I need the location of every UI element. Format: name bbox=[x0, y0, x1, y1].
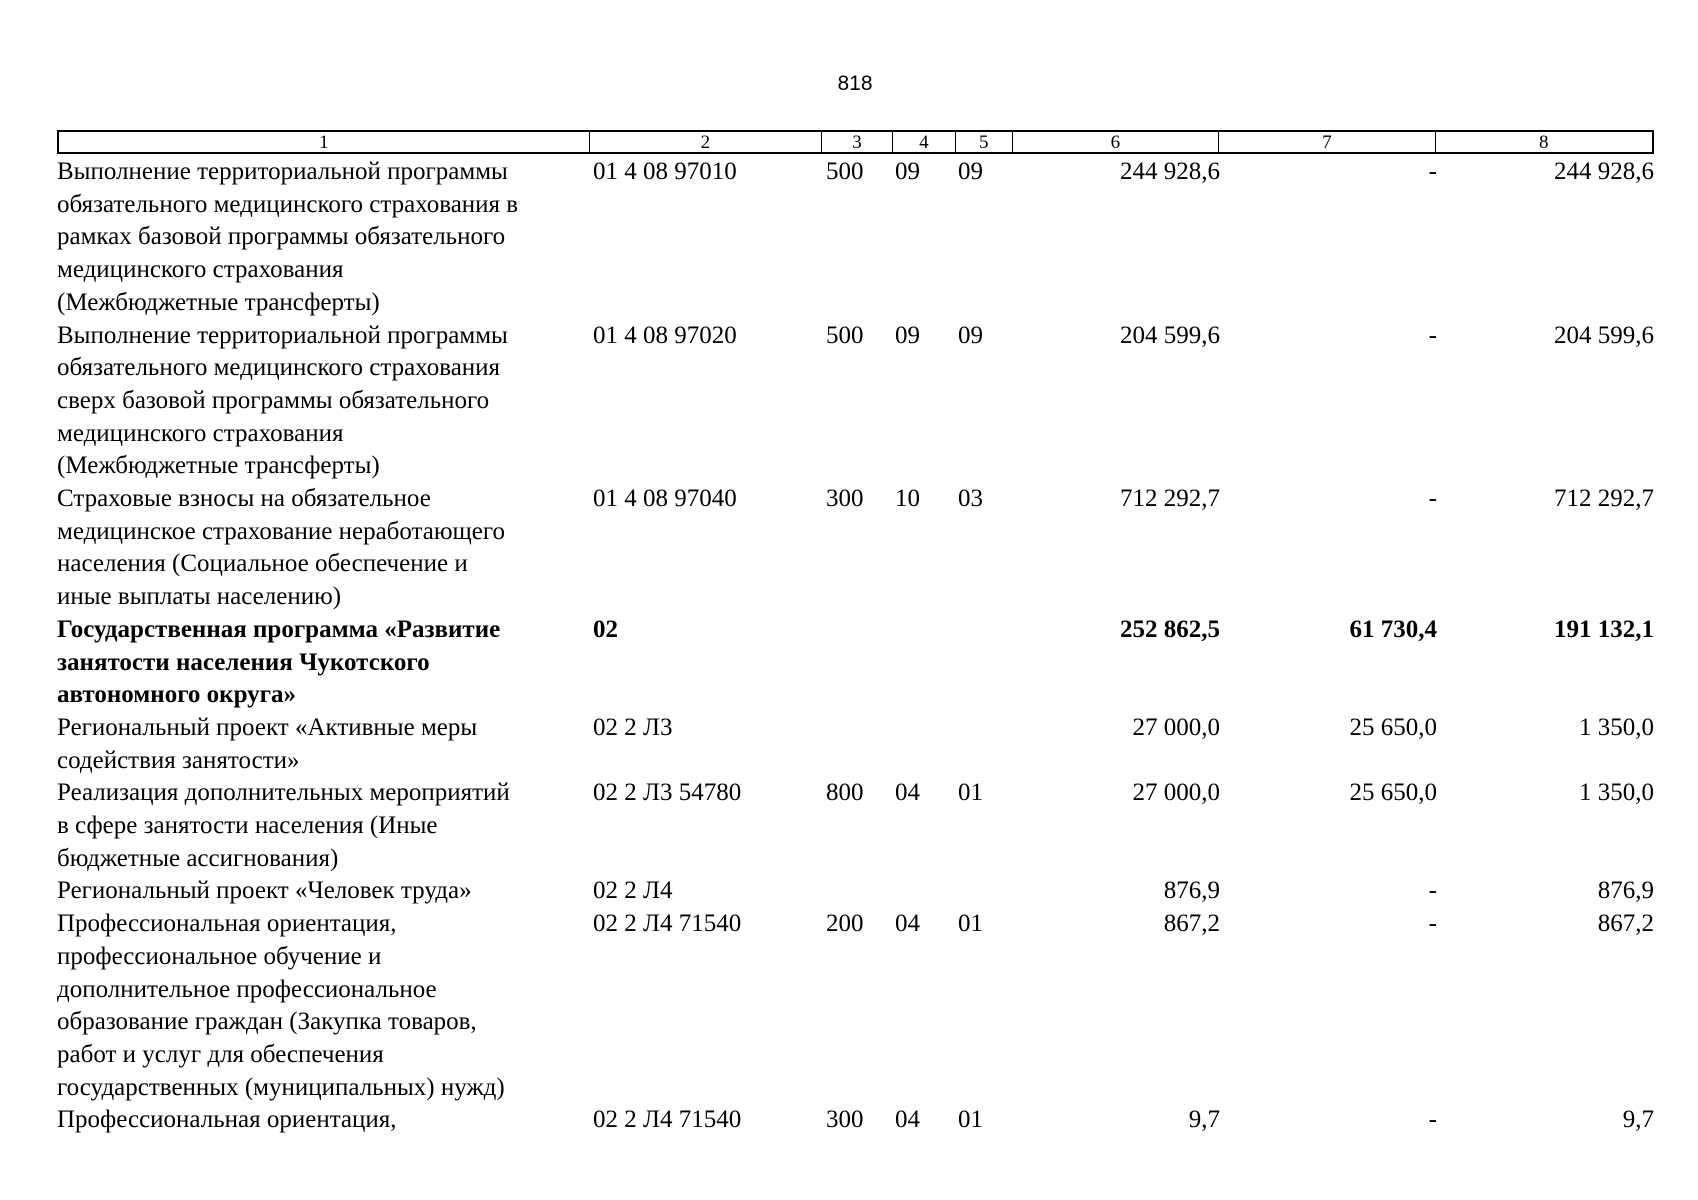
row-name-line: Государственная программа «Развитие bbox=[57, 615, 501, 643]
row-name-line: (Межбюджетные трансферты) bbox=[57, 452, 380, 480]
row-name-line: Страховые взносы на обязательное bbox=[57, 485, 431, 513]
row-section-cell: 10 bbox=[895, 485, 920, 513]
row-name-line: Реализация дополнительных мероприятий bbox=[57, 779, 510, 807]
row-name-line: занятости населения Чукотского bbox=[57, 648, 430, 676]
row-name-line: в сфере занятости населения (Иные bbox=[57, 812, 438, 840]
column-header-4: 4 bbox=[893, 132, 956, 152]
row-total-cell: 252 862,5 bbox=[1120, 615, 1220, 643]
row-name-line: бюджетные ассигнования) bbox=[57, 844, 339, 872]
table-row bbox=[57, 320, 1654, 484]
table-row bbox=[57, 156, 1654, 320]
row-total-cell: 27 000,0 bbox=[1132, 713, 1220, 741]
row-name-cell bbox=[57, 320, 589, 484]
row-subsection-cell: 01 bbox=[958, 910, 983, 938]
row-name-line: работ и услуг для обеспечения bbox=[57, 1040, 384, 1068]
budget-table-body bbox=[57, 156, 1654, 1137]
row-expense-type-cell: 300 bbox=[826, 485, 864, 513]
row-total-cell: 9,7 bbox=[1188, 1106, 1220, 1134]
row-name-line: Региональный проект «Активные меры bbox=[57, 713, 478, 741]
row-name-line: автономного округа» bbox=[57, 681, 297, 709]
row-code-cell: 02 2 Л4 bbox=[593, 877, 673, 905]
row-name-line: Региональный проект «Человек труда» bbox=[57, 877, 472, 905]
row-code-cell: 02 2 Л4 71540 bbox=[593, 1106, 742, 1134]
row-regional-cell: 867,2 bbox=[1597, 910, 1654, 938]
row-federal-cell: - bbox=[1428, 321, 1437, 349]
row-name-line: профессиональное обучение и bbox=[57, 942, 382, 970]
row-section-cell: 09 bbox=[895, 158, 920, 185]
table-row bbox=[57, 908, 1654, 1104]
row-code-cell: 01 4 08 97020 bbox=[593, 321, 737, 349]
row-name-cell bbox=[57, 712, 589, 777]
row-name-line: сверх базовой программы обязательного bbox=[57, 386, 490, 414]
table-row bbox=[57, 875, 1654, 908]
row-name-line: содействия занятости» bbox=[57, 746, 300, 774]
row-federal-cell: 61 730,4 bbox=[1349, 615, 1437, 643]
row-expense-type-cell: 500 bbox=[826, 321, 864, 349]
row-regional-cell: 9,7 bbox=[1622, 1106, 1654, 1134]
row-code-cell: 01 4 08 97010 bbox=[593, 158, 737, 185]
row-federal-cell: 25 650,0 bbox=[1349, 713, 1437, 741]
row-total-cell: 244 928,6 bbox=[1120, 158, 1220, 185]
row-section-cell: 04 bbox=[895, 1106, 920, 1134]
column-header-6: 6 bbox=[1013, 132, 1219, 152]
table-row bbox=[57, 614, 1654, 712]
row-subsection-cell: 09 bbox=[958, 158, 983, 185]
row-total-cell: 204 599,6 bbox=[1120, 321, 1220, 349]
row-name-line: Выполнение территориальной программы bbox=[57, 321, 508, 349]
row-regional-cell: 712 292,7 bbox=[1554, 485, 1654, 513]
row-name-cell bbox=[57, 875, 589, 908]
column-header-3: 3 bbox=[822, 132, 893, 152]
table-row bbox=[57, 777, 1654, 875]
row-section-cell: 09 bbox=[895, 321, 920, 349]
row-federal-cell: - bbox=[1428, 910, 1437, 938]
row-name-line: Профессиональная ориентация, bbox=[57, 1106, 397, 1134]
row-name-line: Профессиональная ориентация, bbox=[57, 910, 397, 938]
row-section-cell: 04 bbox=[895, 910, 920, 938]
row-code-cell: 02 bbox=[593, 615, 618, 643]
row-expense-type-cell: 500 bbox=[826, 158, 864, 185]
row-name-line: обязательного медицинского страхования bbox=[57, 354, 501, 382]
row-name-cell bbox=[57, 156, 589, 320]
row-federal-cell: - bbox=[1428, 158, 1437, 185]
row-section-cell: 04 bbox=[895, 779, 920, 807]
row-total-cell: 712 292,7 bbox=[1120, 485, 1220, 513]
row-regional-cell: 1 350,0 bbox=[1579, 713, 1654, 741]
row-name-line: образование граждан (Закупка товаров, bbox=[57, 1008, 477, 1036]
table-row bbox=[57, 483, 1654, 614]
row-name-cell bbox=[57, 483, 589, 614]
row-expense-type-cell: 800 bbox=[826, 779, 864, 807]
row-federal-cell: - bbox=[1428, 1106, 1437, 1134]
row-code-cell: 02 2 Л3 bbox=[593, 713, 673, 741]
row-expense-type-cell: 200 bbox=[826, 910, 864, 938]
column-header-1: 1 bbox=[59, 132, 590, 152]
row-federal-cell: - bbox=[1428, 877, 1437, 905]
row-name-line: обязательного медицинского страхования в bbox=[57, 190, 519, 218]
row-federal-cell: 25 650,0 bbox=[1349, 779, 1437, 807]
row-regional-cell: 244 928,6 bbox=[1554, 158, 1654, 185]
row-total-cell: 876,9 bbox=[1163, 877, 1220, 905]
row-code-cell: 02 2 Л3 54780 bbox=[593, 779, 742, 807]
row-name-line: медицинское страхование неработающего bbox=[57, 517, 506, 545]
row-code-cell: 01 4 08 97040 bbox=[593, 485, 737, 513]
row-federal-cell: - bbox=[1428, 485, 1437, 513]
row-name-cell bbox=[57, 777, 589, 875]
table-header-row bbox=[57, 130, 1654, 154]
table-row bbox=[57, 1104, 1654, 1137]
row-name-line: (Межбюджетные трансферты) bbox=[57, 288, 380, 316]
column-header-7: 7 bbox=[1219, 132, 1435, 152]
row-name-line: государственных (муниципальных) нужд) bbox=[57, 1073, 505, 1101]
row-subsection-cell: 01 bbox=[958, 779, 983, 807]
row-name-cell bbox=[57, 614, 589, 712]
row-total-cell: 27 000,0 bbox=[1132, 779, 1220, 807]
row-total-cell: 867,2 bbox=[1163, 910, 1220, 938]
column-header-5: 5 bbox=[956, 132, 1013, 152]
row-name-line: населения (Социальное обеспечение и bbox=[57, 550, 468, 578]
row-name-line: медицинского страхования bbox=[57, 256, 344, 284]
column-header-8: 8 bbox=[1539, 132, 1549, 153]
table-row bbox=[57, 712, 1654, 777]
row-name-line: рамках базовой программы обязательного bbox=[57, 223, 506, 251]
row-name-line: медицинского страхования bbox=[57, 419, 344, 447]
row-subsection-cell: 03 bbox=[958, 485, 983, 513]
row-regional-cell: 204 599,6 bbox=[1554, 321, 1654, 349]
row-name-line: иные выплаты населению) bbox=[57, 583, 342, 611]
row-regional-cell: 876,9 bbox=[1597, 877, 1654, 905]
row-subsection-cell: 09 bbox=[958, 321, 983, 349]
row-regional-cell: 191 132,1 bbox=[1554, 615, 1654, 643]
row-name-line: дополнительное профессиональное bbox=[57, 975, 437, 1003]
column-header-2: 2 bbox=[590, 132, 822, 152]
row-name-line: Выполнение территориальной программы bbox=[57, 158, 508, 185]
row-expense-type-cell: 300 bbox=[826, 1106, 864, 1134]
row-name-cell bbox=[57, 908, 589, 1104]
page-number: 818 bbox=[837, 72, 873, 95]
row-regional-cell: 1 350,0 bbox=[1579, 779, 1654, 807]
row-name-cell bbox=[57, 1104, 589, 1137]
row-code-cell: 02 2 Л4 71540 bbox=[593, 910, 742, 938]
row-subsection-cell: 01 bbox=[958, 1106, 983, 1134]
